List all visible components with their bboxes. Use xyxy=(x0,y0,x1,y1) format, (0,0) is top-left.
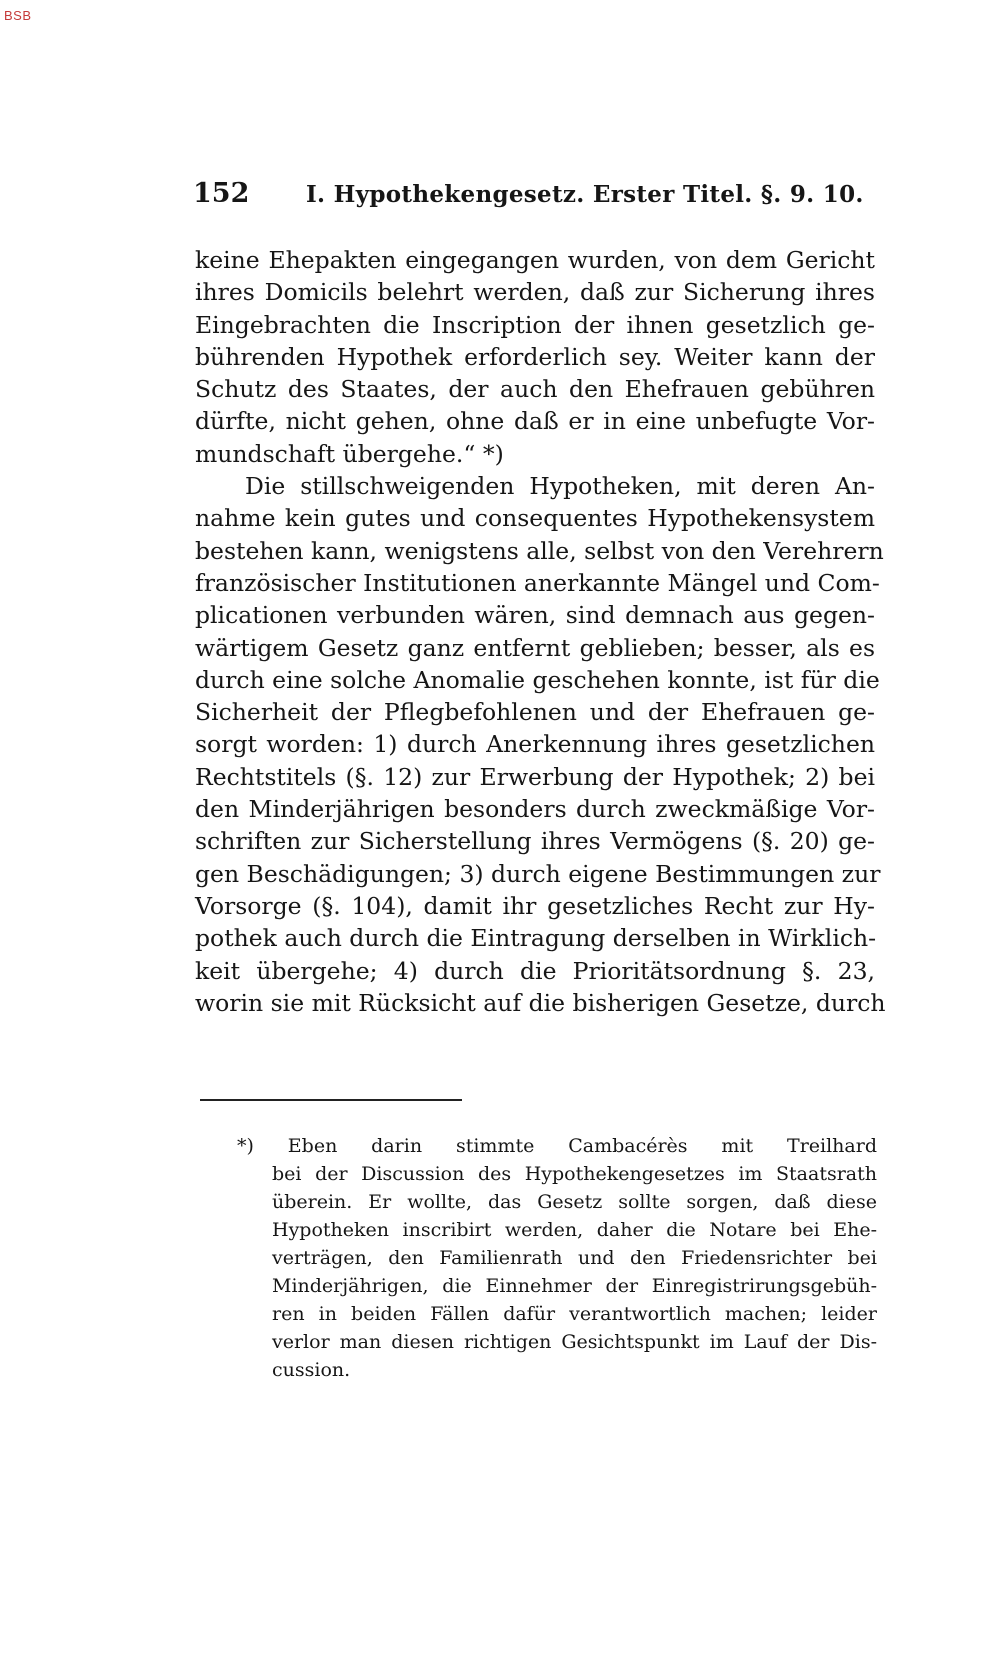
library-mark: BSB xyxy=(4,8,32,23)
footnote-line: *) Eben darin stimmte Cambacérès mit Treilhard xyxy=(237,1135,877,1157)
text-line: plicationen verbunden wären, sind demnach aus gegen- xyxy=(195,601,875,630)
footnote-line: Minderjährigen, die Einnehmer der Einregistrirungsgebüh- xyxy=(272,1275,877,1297)
footnote-line: bei der Discussion des Hypothekengesetzes im Staatsrath xyxy=(272,1163,877,1185)
footnote-line: ren in beiden Fällen dafür verantwortlich machen; leider xyxy=(272,1303,877,1325)
text-line: mundschaft übergehe.“ *) xyxy=(195,439,504,468)
text-line: dürfte, nicht gehen, ohne daß er in eine unbefugte Vor- xyxy=(195,407,875,436)
text-line: Schutz des Staates, der auch den Ehefrauen gebühren xyxy=(195,375,875,404)
footnote-line: cussion. xyxy=(272,1359,351,1381)
text-line: Sicherheit der Pflegbefohlenen und der Ehefrauen ge- xyxy=(195,698,875,727)
footnote-line: überein. Er wollte, das Gesetz sollte sorgen, daß diese xyxy=(272,1191,877,1213)
main-text xyxy=(195,244,886,1019)
text-line: schriften zur Sicherstellung ihres Vermögens (§. 20) ge- xyxy=(195,827,875,856)
paragraph-start-line: Die stillschweigenden Hypotheken, mit deren An- xyxy=(245,472,875,501)
footnote-line: Hypotheken inscribirt werden, daher die Notare bei Ehe- xyxy=(272,1219,877,1241)
text-line: keine Ehepakten eingegangen wurden, von dem Gericht xyxy=(195,246,875,274)
text-line: den Minderjährigen besonders durch zweckmäßige Vor- xyxy=(195,795,875,824)
footnote-line: verträgen, den Familienrath und den Friedensrichter bei xyxy=(272,1247,877,1269)
text-line: wärtigem Gesetz ganz entfernt geblieben; besser, als es xyxy=(195,633,875,662)
footnote xyxy=(237,1132,877,1384)
running-header xyxy=(193,178,873,214)
text-line: bestehen kann, wenigstens alle, selbst von den Verehrern xyxy=(195,536,884,565)
text-line: sorgt worden: 1) durch Anerkennung ihres gesetzlichen xyxy=(195,730,875,759)
text-line: bührenden Hypothek erforderlich sey. Weiter kann der xyxy=(195,342,875,371)
text-line: worin sie mit Rücksicht auf die bisherigen Gesetze, durch xyxy=(195,988,886,1017)
text-line: französischer Institutionen anerkannte Mängel und Com- xyxy=(195,568,880,597)
running-title: I. Hypothekengesetz. Erster Titel. §. 9. 10. xyxy=(306,181,864,208)
text-line: Eingebrachten die Inscription der ihnen gesetzlich ge- xyxy=(195,310,875,339)
text-line: gen Beschädigungen; 3) durch eigene Bestimmungen zur xyxy=(195,859,881,888)
text-line: Vorsorge (§. 104), damit ihr gesetzliches Recht zur Hy- xyxy=(195,891,875,920)
text-line: ihres Domicils belehrt werden, daß zur Sicherung ihres xyxy=(195,278,875,307)
text-line: durch eine solche Anomalie geschehen konnte, ist für die xyxy=(195,665,880,694)
text-line: nahme kein gutes und consequentes Hypothekensystem xyxy=(195,504,875,533)
text-line: Rechtstitels (§. 12) zur Erwerbung der Hypothek; 2) bei xyxy=(195,762,875,791)
page-number: 152 xyxy=(193,178,250,209)
footnote-line: verlor man diesen richtigen Gesichtspunkt im Lauf der Dis- xyxy=(272,1331,877,1353)
footnote-divider xyxy=(200,1099,462,1101)
text-line: pothek auch durch die Eintragung derselben in Wirklich- xyxy=(195,924,877,953)
text-line: keit übergehe; 4) durch die Prioritätsordnung §. 23, xyxy=(195,956,875,985)
